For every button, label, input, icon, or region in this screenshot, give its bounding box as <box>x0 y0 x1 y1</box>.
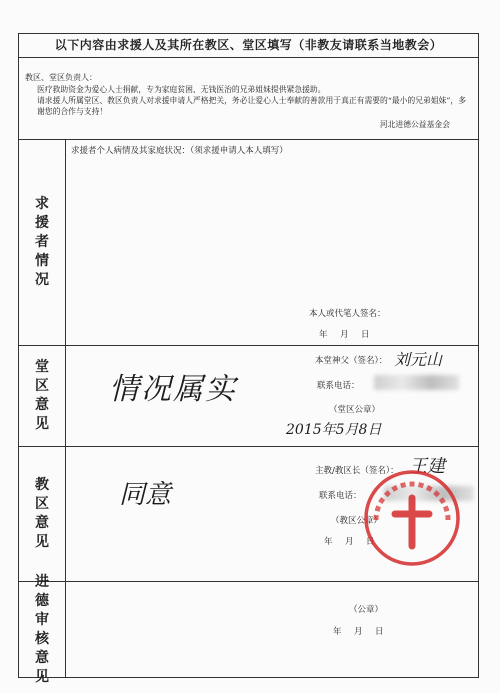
diocese-head-label: 主教/教区长（签名）： <box>315 466 399 476</box>
parish-opinion-handwriting: 情况属实 <box>109 372 237 407</box>
redacted-phone <box>374 375 459 390</box>
divider <box>19 446 478 447</box>
applicant-signature-label: 本人或代笔人签名： <box>309 309 386 319</box>
notice-line2: 请求援人所属堂区、教区负责人对求援申请人严格把关，务必让爱心人士奉献的善款用于真正有需要的“最小的兄弟姐妹”，多谢您的合作与支持！ <box>37 96 466 116</box>
notice-line1: 医疗救助资金为爱心人士捐献，专为家庭贫困、无钱医治的兄弟姐妹提供紧急援助。 <box>37 85 326 94</box>
diocese-phone-label: 联系电话： <box>319 491 362 501</box>
divider <box>19 139 478 140</box>
diocese-opinion-handwriting: 同意 <box>119 480 172 510</box>
diocese-seal-label: （教区公章） <box>331 516 383 526</box>
applicant-prompt: 求援者个人病情及其家庭状况：（须求援申请人本人填写） <box>71 146 288 156</box>
divider <box>19 581 478 582</box>
review-date-label: 年 月 日 <box>333 627 386 637</box>
section-label-diocese: 教区意见 <box>35 476 49 550</box>
form-title: 以下内容由求援人及其所在教区、堂区填写（非教友请联系当地教会） <box>54 38 443 52</box>
divider <box>19 345 478 346</box>
parish-date-handwriting: 2015年5月8日 <box>286 422 382 438</box>
parish-phone-label: 联系电话： <box>317 381 360 391</box>
diocese-date-label: 年 月 日 <box>324 537 377 547</box>
parish-priest-signature: 刘元山 <box>394 350 443 369</box>
section-label-review: 进德审核意见 <box>35 574 49 685</box>
column-divider <box>65 139 66 677</box>
form-frame <box>18 33 479 685</box>
applicant-date-label: 年 月 日 <box>319 330 372 340</box>
divider <box>19 57 478 58</box>
red-seal-stamp <box>362 468 462 568</box>
section-label-parish: 堂区意见 <box>35 358 49 432</box>
section-label-applicant: 求援者情况 <box>35 195 49 288</box>
diocese-head-signature: 王建 <box>409 456 445 477</box>
parish-priest-label: 本堂神父（签名）： <box>315 356 388 366</box>
notice-greeting: 教区、堂区负责人： <box>25 73 97 82</box>
review-seal-label: （公章） <box>349 605 384 615</box>
parish-seal-label: （堂区公章） <box>329 405 381 415</box>
notice-signer: 河北进德公益基金会 <box>379 120 450 129</box>
